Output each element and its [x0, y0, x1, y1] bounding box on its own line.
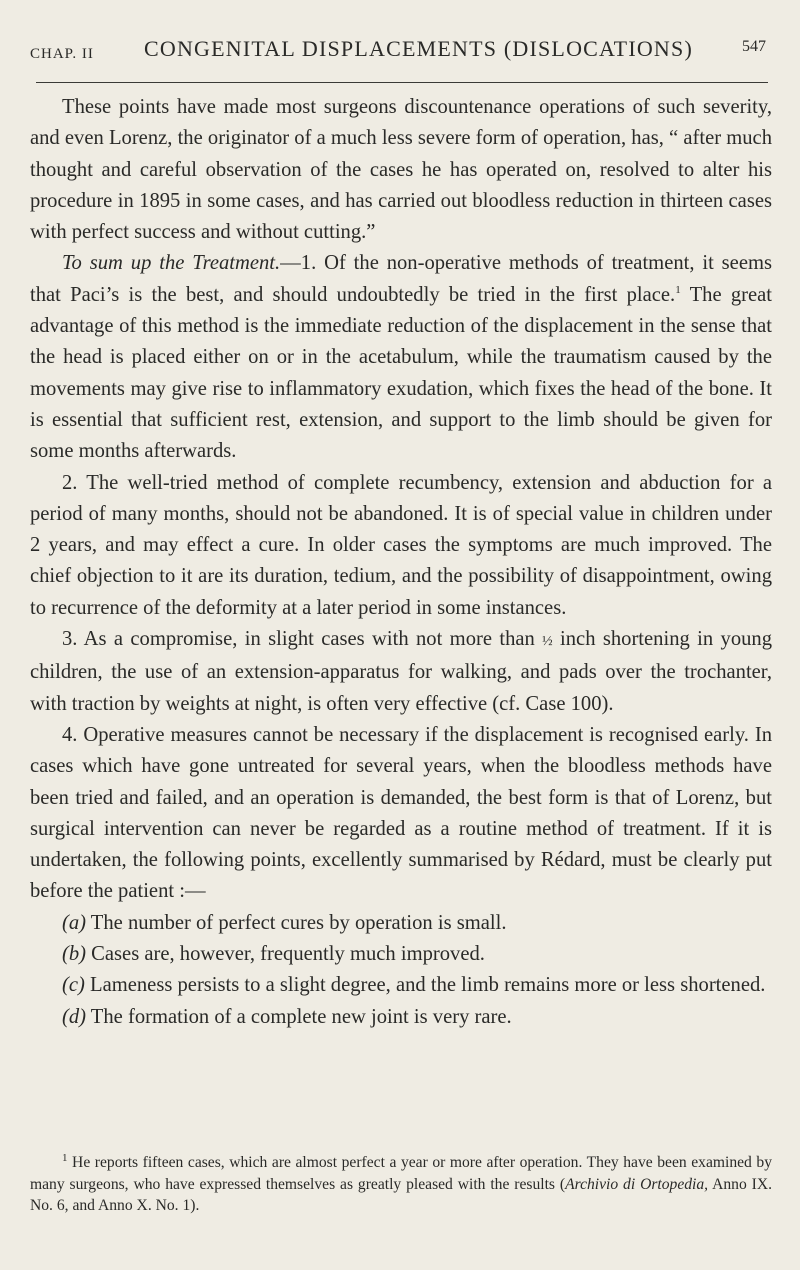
footnote-number: 1 [62, 1151, 68, 1164]
list-item [30, 970, 772, 1001]
fraction: ½ [542, 634, 553, 650]
chapter-title: CONGENITAL DISPLACEMENTS (DISLOCATIONS) [144, 36, 693, 61]
paragraph-summary-2 [30, 468, 772, 624]
list-item [30, 1002, 772, 1033]
item-label: (c) [62, 974, 85, 997]
paragraph-text: These points have made most surgeons discountenance operations of such severity, and even Lorenz, the originator of a much less severe form of operation, has, “ after much thought and careful observation of the cases he has operated on, resolved to alter his procedure in 1895 in some cases, and has carried out bloodless reduction in thirteen cases with perfect success and without cutting.” [30, 96, 772, 244]
item-text: Cases are, however, frequently much improved. [86, 943, 485, 966]
footnote-text: Anno IX. No. 6, and Anno X. No. 1). [30, 1175, 772, 1214]
section-heading: To sum up the Treatment. [62, 252, 281, 275]
paragraph-text: 4. Operative measures cannot be necessary if the displacement is recognised early. In cases which have gone untreated for several years, when the bloodless methods have been tried and failed, and an operation is demanded, the best form is that of Lorenz, but surgical intervention can never be regarded as a routine method of treatment. If it is undertaken, the following points, excellently summarised by Rédard, must be clearly put before the patient :— [30, 723, 772, 903]
paragraph-summary-1 [30, 248, 772, 467]
item-text: The formation of a complete new joint is very rare. [86, 1005, 512, 1028]
list-item [30, 908, 772, 939]
item-text: Lameness persists to a slight degree, and the limb remains more or less shortened. [84, 974, 766, 997]
paragraph-text: —1. Of the non-operative methods of treatment, it seems that Paci’s is the best, and should undoubtedly be tried in the first place. [30, 252, 772, 306]
chapter-label: CHAP. II [30, 46, 94, 62]
item-text: The number of perfect cures by operation is small. [86, 911, 507, 934]
page-number: 547 [742, 38, 766, 55]
paragraph-summary-3 [30, 624, 772, 720]
item-label: (d) [62, 1005, 87, 1028]
footnote-marker[interactable]: 1 [675, 283, 681, 296]
footnote-paragraph [30, 1152, 772, 1217]
paragraph-text: The great advantage of this method is the immediate reduction of the displacement in the sense that the head is placed either on or in the acetabulum, while the traumatism caused by the movements may give rise to inflammatory exudation, which fixes the head of the bone. It is essential that sufficient rest, extension, and support to the limb should be given for some months afterwards. [30, 283, 772, 463]
running-head [30, 36, 770, 72]
list-item [30, 939, 772, 970]
item-label: (b) [62, 943, 87, 966]
body-text [30, 92, 772, 1033]
paragraph-lorenz [30, 92, 772, 248]
footnote-citation: Archivio di Ortopedia, [565, 1175, 709, 1193]
footnote-text: He reports fifteen cases, which are almost perfect a year or more after operation. They have been examined by many surgeons, who have expressed themselves as greatly pleased with the results ( [30, 1154, 772, 1193]
header-rule [36, 82, 768, 83]
footnote [30, 1152, 772, 1217]
paragraph-text: 2. The well-tried method of complete recumbency, extension and abduction for a period of many months, should not be abandoned. It is of special value in children under 2 years, and may effect a cure. In older cases the symptoms are much improved. The chief objection to it are its duration, tedium, and the possibility of disappointment, owing to recurrence of the deformity at a later period in some instances. [30, 471, 772, 619]
item-label: (a) [62, 911, 87, 934]
paragraph-text: inch shortening in young children, the use of an extension-apparatus for walking, and pads over the trochanter, with traction by weights at night, is often very effective (cf. Case 100). [30, 628, 773, 715]
paragraph-summary-4 [30, 720, 772, 908]
paragraph-text: 3. As a compromise, in slight cases with not more than [62, 628, 543, 651]
